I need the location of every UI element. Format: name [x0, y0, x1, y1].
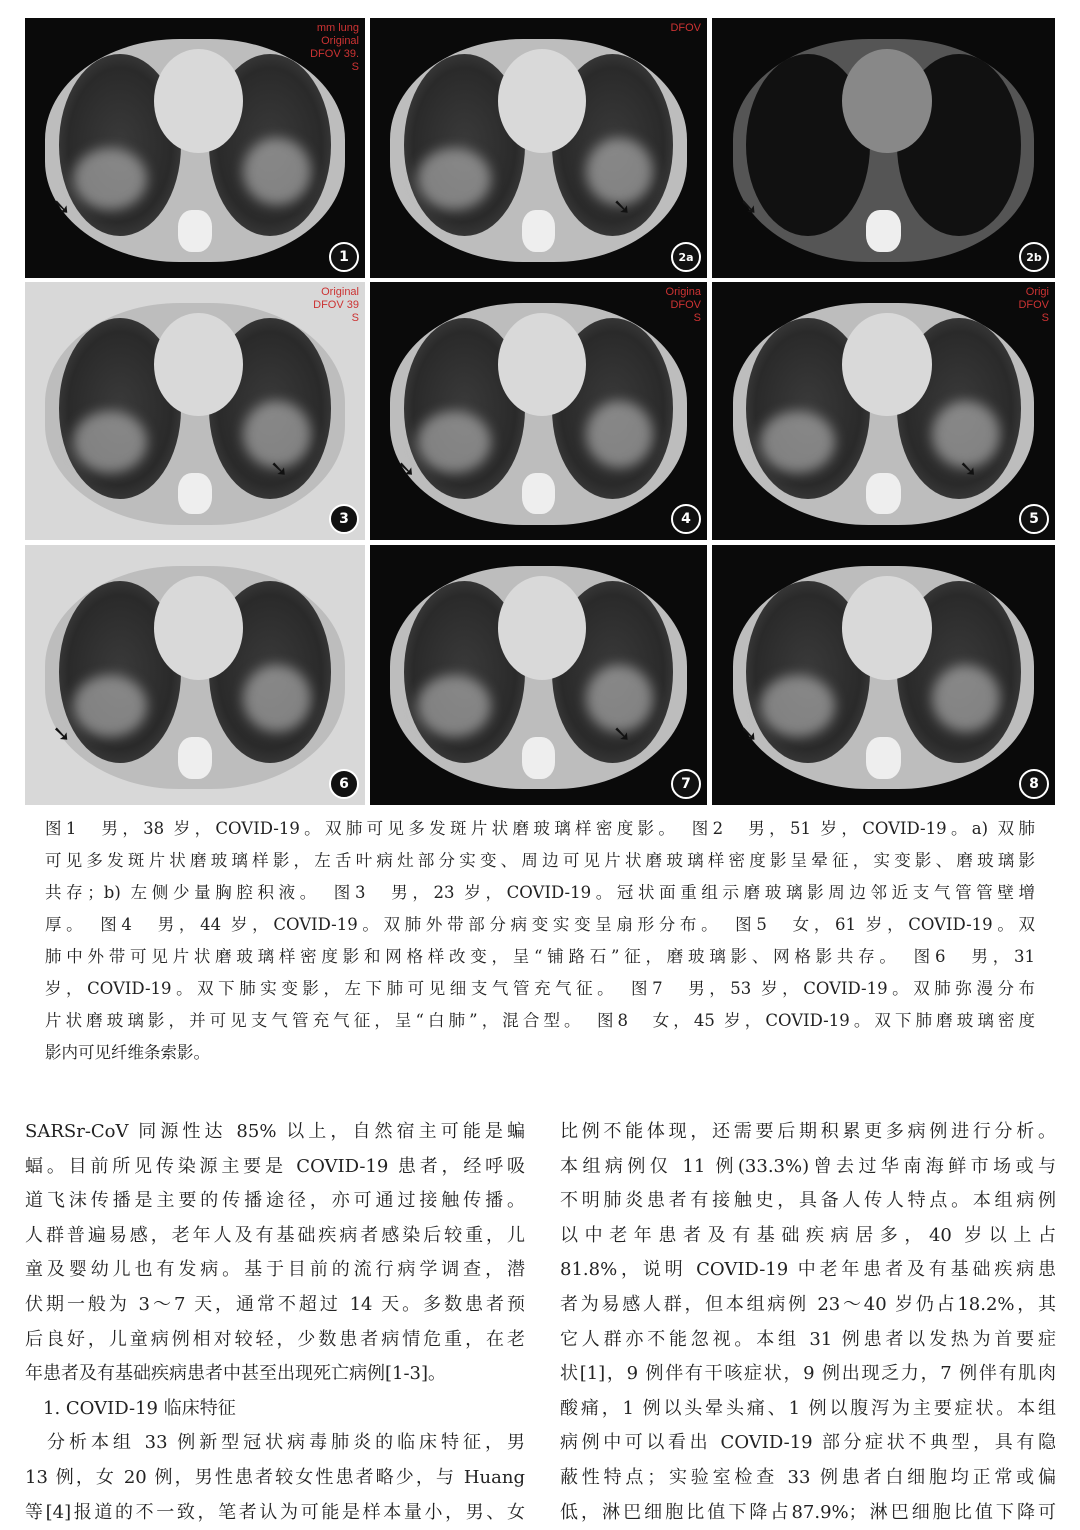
- body-line: 后良好，儿童病例相对较轻，少数患者病情危重，在老: [25, 1328, 525, 1350]
- body-line: 童及婴幼儿也有发病。基于目前的流行病学调查，潜: [25, 1259, 525, 1281]
- scanner-overlay-text: mm lung Original DFOV 39. S: [310, 22, 359, 73]
- body-line: 低，淋巴细胞比值下降占87.9%；淋巴细胞比值下降可: [560, 1501, 1056, 1523]
- body-line: 13 例，女 20 例，男性患者较女性患者略少，与 Huang: [25, 1466, 525, 1488]
- figure-label: 1: [329, 242, 359, 272]
- body-line: 蝠。目前所见传染源主要是 COVID-19 患者，经呼吸: [25, 1155, 525, 1177]
- caption-line: 肺中外带可见片状磨玻璃样密度影和网格样改变，呈“铺路石”征，磨玻璃影、网格影共存。 图6 男，31: [45, 947, 1035, 966]
- ct-image-3: [25, 282, 365, 540]
- arrow-icon: ➘: [739, 194, 758, 220]
- ct-image-1: [25, 18, 365, 278]
- figure-label: 2a: [671, 242, 701, 272]
- figure-label: 7: [671, 769, 701, 799]
- caption-line: 可见多发斑片状磨玻璃样影，左舌叶病灶部分实变、周边可见片状磨玻璃样密度影呈晕征，实变影、磨玻璃影: [45, 851, 1035, 870]
- scanner-overlay-text: Origina DFOV S: [665, 286, 701, 324]
- figure-label: 2b: [1019, 242, 1049, 272]
- arrow-icon: ➘: [612, 721, 632, 747]
- body-line: 比例不能体现，还需要后期积累更多病例进行分析。: [560, 1121, 1056, 1142]
- body-line: 不明肺炎患者有接触史，具备人传人特点。本组病例: [560, 1190, 1056, 1212]
- caption-line: 图1 男，38 岁，COVID-19。双肺可见多发斑片状磨玻璃样密度影。 图2 男，51 岁，COVID-19。a) 双肺: [45, 819, 1035, 838]
- body-line: 等[4]报道的不一致，笔者认为可能是样本量小，男、女: [25, 1501, 525, 1523]
- ct-image-8: [712, 545, 1055, 805]
- ct-image-6: [25, 545, 365, 805]
- ct-image-7: [370, 545, 707, 805]
- body-line: 本组病例仅 11 例(33.3%)曾去过华南海鲜市场或与: [560, 1155, 1056, 1177]
- body-line: 分析本组 33 例新型冠状病毒肺炎的临床特征，男: [25, 1432, 525, 1454]
- body-line: 状[1]，9 例伴有干咳症状，9 例出现乏力，7 例伴有肌肉: [560, 1363, 1056, 1385]
- body-line: SARSr-CoV 同源性达 85% 以上，自然宿主可能是蝙: [25, 1121, 525, 1142]
- arrow-icon: ➘: [396, 457, 416, 483]
- ct-image-2b: [712, 18, 1055, 278]
- body-left-column: [25, 1115, 525, 1530]
- figure-label: 5: [1019, 504, 1049, 534]
- body-line: 81.8%，说明 COVID-19 中老年患者及有基础疾病患: [560, 1259, 1056, 1281]
- caption-line: 共存；b) 左侧少量胸腔积液。 图3 男，23 岁，COVID-19。冠状面重组示磨玻璃影周边邻近支气管管壁增: [45, 883, 1035, 902]
- section-heading: 1. COVID-19 临床特征: [25, 1397, 236, 1419]
- body-line: 它人群亦不能忽视。本组 31 例患者以发热为首要症: [560, 1328, 1056, 1350]
- figure-label: 3: [329, 504, 359, 534]
- figure-label: 8: [1019, 769, 1049, 799]
- body-line: 者为易感人群，但本组病例 23～40 岁仍占18.2%，其: [560, 1293, 1056, 1315]
- figure-label: 6: [329, 769, 359, 799]
- body-line: 酸痛，1 例以头晕头痛、1 例以腹泻为主要症状。本组: [560, 1397, 1056, 1419]
- caption-line: 厚。 图4 男，44 岁，COVID-19。双肺外带部分病变实变呈扇形分布。 图5 女，61 岁，COVID-19。双: [45, 915, 1035, 934]
- caption-line: 片状磨玻璃影，并可见支气管充气征，呈“白肺”，混合型。 图8 女，45 岁，COVID-19。双下肺磨玻璃密度: [45, 1011, 1035, 1030]
- body-line: 年患者及有基础疾病患者中甚至出现死亡病例[1-3]。: [25, 1363, 447, 1385]
- arrow-icon: ➘: [52, 194, 71, 220]
- arrow-icon: ➘: [739, 721, 758, 747]
- caption-line: 岁，COVID-19。双下肺实变影，左下肺可见细支气管充气征。 图7 男，53 岁，COVID-19。双肺弥漫分布: [45, 979, 1035, 998]
- ct-image-4: [370, 282, 707, 540]
- body-line: 病例中可以看出 COVID-19 部分症状不典型，具有隐: [560, 1432, 1056, 1454]
- figure-label: 4: [671, 504, 701, 534]
- body-right-column: [560, 1115, 1056, 1530]
- caption-line: 影内可见纤维条索影。: [45, 1043, 210, 1062]
- arrow-icon: ➘: [269, 457, 289, 483]
- figure-caption: [45, 813, 1035, 1069]
- scanner-overlay-text: Original DFOV 39 S: [313, 286, 359, 324]
- ct-image-5: [712, 282, 1055, 540]
- ct-image-2a: [370, 18, 707, 278]
- arrow-icon: ➘: [612, 194, 632, 220]
- arrow-icon: ➘: [52, 721, 71, 747]
- body-line: 蔽性特点；实验室检查 33 例患者白细胞均正常或偏: [560, 1466, 1056, 1488]
- body-line: 人群普遍易感，老年人及有基础疾病者感染后较重，儿: [25, 1224, 525, 1246]
- scanner-overlay-text: DFOV: [670, 22, 701, 34]
- scanner-overlay-text: Origi DFOV S: [1018, 286, 1049, 324]
- arrow-icon: ➘: [958, 457, 978, 483]
- body-line: 以中老年患者及有基础疾病居多，40 岁以上占: [560, 1224, 1056, 1246]
- body-line: 伏期一般为 3～7 天，通常不超过 14 天。多数患者预: [25, 1293, 525, 1315]
- body-line: 道飞沫传播是主要的传播途径，亦可通过接触传播。: [25, 1190, 525, 1212]
